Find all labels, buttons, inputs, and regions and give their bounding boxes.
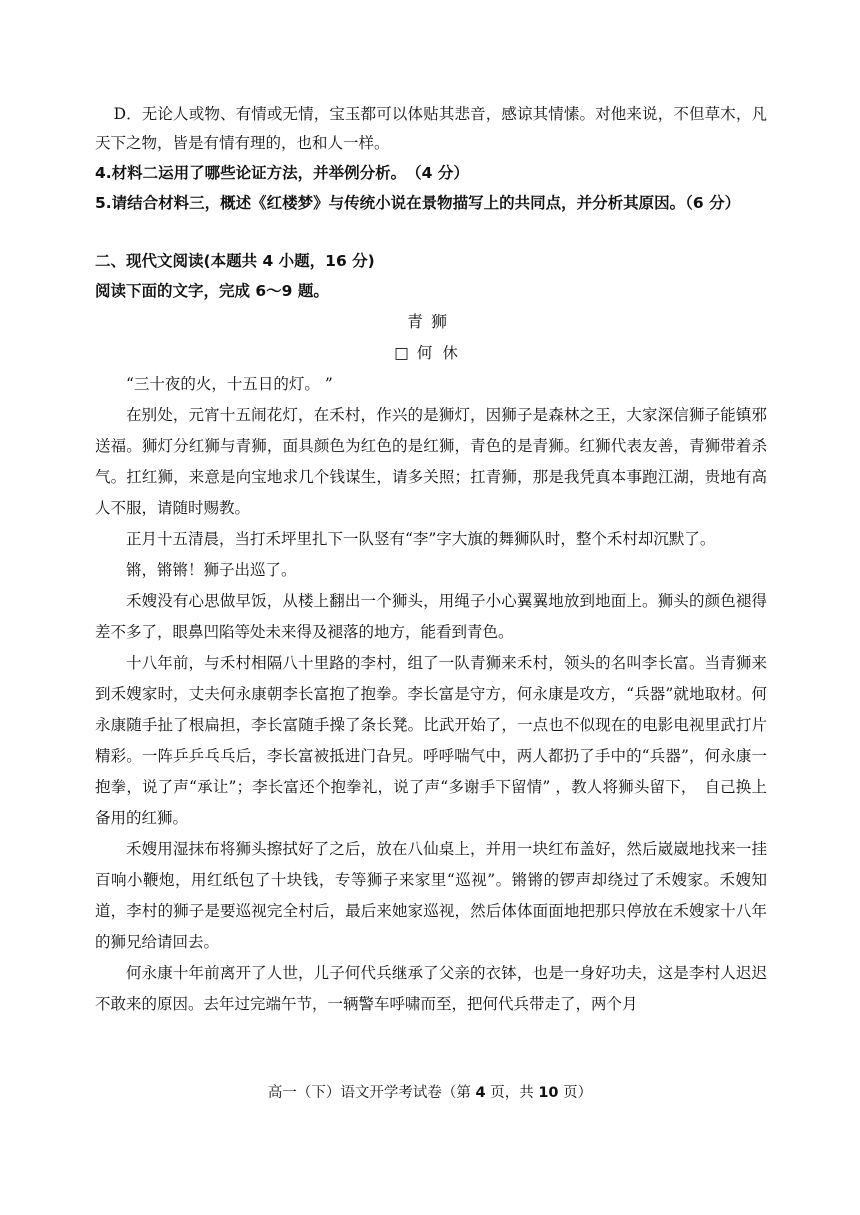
footer-page-number: 4	[475, 1085, 486, 1101]
footer-total-pages: 10	[538, 1085, 559, 1101]
section-instruction: 阅读下面的文字，完成 6～9 题。	[95, 282, 329, 300]
paragraph-7: 禾嫂用湿抹布将狮头擦拭好了之后，放在八仙桌上，并用一块红布盖好，然后崴崴地找来一挂百响小鞭炮，用红纸包了十块钱，专等狮子来家里“巡视”。锵锵的锣声却绕过了禾嫂家。禾嫂知道，李村的狮子是要巡视完全村后，最后来她家巡视，然后体体面面地把那只停放在禾嫂家十八年的狮兄给请回去。	[95, 840, 767, 951]
section-heading: 二、现代文阅读(本题共 4 小题，16 分)	[95, 252, 375, 270]
question-4: 4.材料二运用了哪些论证方法，并举例分析。 （4 分）	[95, 164, 469, 182]
paragraph-3: 正月十五清晨，当打禾坪里扎下一队竖有“李”字大旗的舞狮队时，整个禾村却沉默了。	[126, 530, 716, 548]
footer-prefix: 高一（下）语文开学考试卷（第	[267, 1085, 476, 1101]
paragraph-2: 在别处，元宵十五闹花灯，在禾村，作兴的是狮灯，因狮子是森林之王，大家深信狮子能镇邪送福。狮灯分红狮与青狮，面具颜色为红色的是红狮，青色的是青狮。红狮代表友善，青狮带着杀气。扛红狮，来意是向宝地求几个钱谋生，请多关照；扛青狮，那是我凭真本事跑江湖，贵地有高人不服，请随时赐教。	[95, 406, 767, 517]
paragraph-6: 十八年前，与禾村相隔八十里路的李村，组了一队青狮来禾村，领头的名叫李长富。当青狮来到禾嫂家时，丈夫何永康朝李长富抱了抱拳。李长富是守方，何永康是攻方，“兵器”就地取材。何永康随手扯了根扁担，李长富随手操了条长凳。比武开始了，一点也不似现在的电影电视里武打片精彩。一阵乒乒乓乓后，李长富被抵进门旮旯。呼呼喘气中，两人都扔了手中的“兵器”，何永康一抱拳，说了声“承让”；李长富还个抱拳礼，说了声“多谢手下留情” ，教人将狮头留下， 自己换上备用的红狮。	[95, 654, 767, 827]
page-footer	[0, 1081, 860, 1105]
paragraph-4: 锵，锵锵！狮子出巡了。	[126, 561, 297, 579]
footer-middle: 页，共	[485, 1085, 539, 1101]
paragraph-5: 禾嫂没有心思做早饭，从楼上翻出一个狮头，用绳子小心翼翼地放到地面上。狮头的颜色褪得差不多了，眼鼻凹陷等处未来得及褪落的地方，能看到青色。	[95, 592, 767, 641]
article-author	[95, 337, 767, 369]
paragraph-1: “三十夜的火，十五日的灯。 ”	[126, 375, 333, 393]
article-title: 青狮	[406, 312, 455, 331]
option-d: D．无论人或物、有情或无情，宝玉都可以体贴其悲音，感谅其情愫。对他来说，不但草木，凡天下之物，皆是有情有理的，也和人一样。	[95, 105, 767, 152]
paragraph-8: 何永康十年前离开了人世，儿子何代兵继承了父亲的衣钵，也是一身好功夫，这是李村人迟迟不敢来的原因。去年过完端午节，一辆警车呼啸而至，把何代兵带走了，两个月	[95, 964, 767, 1013]
page-content	[95, 100, 767, 1020]
section-gap	[95, 218, 767, 246]
author-mark: □	[394, 344, 417, 362]
footer-suffix: 页）	[558, 1085, 593, 1101]
question-5: 5.请结合材料三，概述《红楼梦》与传统小说在景物描写上的共同点，并分析其原因。（6 分）	[95, 194, 741, 212]
author-name: 何休	[416, 344, 468, 362]
